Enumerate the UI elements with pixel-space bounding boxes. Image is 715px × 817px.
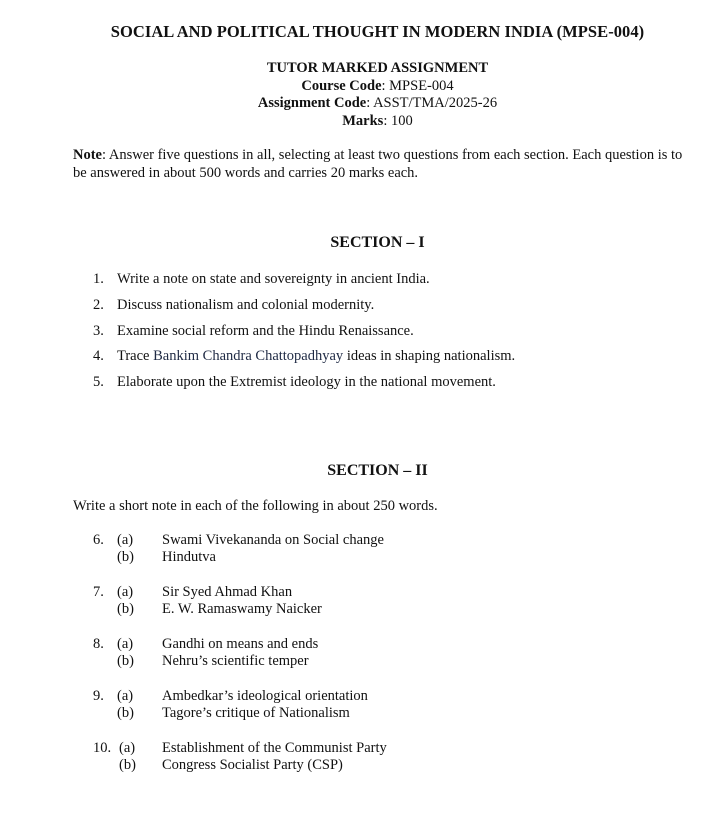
part-text: Congress Socialist Party (CSP): [162, 757, 343, 773]
part-label: (a): [117, 688, 134, 704]
question-text: [117, 347, 515, 373]
assignment-code-label: Assignment Code: [257, 95, 367, 111]
question-item: [93, 322, 515, 348]
question-number: 3.: [93, 322, 104, 339]
part-label: (b): [117, 653, 134, 669]
marks: [0, 113, 715, 131]
question-item: [93, 373, 515, 399]
section-1-questions: [93, 270, 515, 399]
part-label: (b): [117, 705, 134, 721]
question-item: [93, 296, 515, 322]
highlighted-name: Bankim Chandra Chattopadhyay: [153, 348, 344, 365]
short-question-8: [93, 636, 318, 670]
part-label: (a): [117, 532, 134, 548]
question-number: 4.: [93, 348, 104, 365]
note-text: : Answer five questions in all, selecting at least two questions from each section. Each question is to be answered in about 500 words and carries 20 marks each.: [73, 147, 683, 181]
part-text: Establishment of the Communist Party: [162, 740, 387, 756]
part-label: (a): [117, 584, 134, 600]
section-1-heading: SECTION – I: [330, 234, 425, 251]
part-label: (b): [117, 549, 134, 565]
question-text: Elaborate upon the Extremist ideology in the national movement.: [117, 374, 496, 391]
marks-value: : 100: [383, 113, 413, 129]
document-title: SOCIAL AND POLITICAL THOUGHT IN MODERN INDIA (MPSE-004): [110, 22, 645, 41]
part-text: Nehru’s scientific temper: [162, 653, 309, 669]
assignment-subtitle: [0, 60, 715, 78]
assignment-code-value: : ASST/TMA/2025-26: [366, 95, 498, 111]
section-2-instruction: Write a short note in each of the following in about 250 words.: [73, 498, 438, 514]
question-number: 6.: [93, 532, 104, 548]
part-text: Hindutva: [162, 549, 216, 565]
short-question-6: [93, 532, 384, 566]
question-number: 8.: [93, 636, 104, 652]
question-number: 9.: [93, 688, 104, 704]
short-question-9: [93, 688, 368, 722]
question-item: [93, 347, 515, 373]
question-number: 7.: [93, 584, 104, 600]
question-text: Examine social reform and the Hindu Renaissance.: [117, 322, 414, 339]
part-text: Swami Vivekananda on Social change: [162, 532, 384, 548]
part-label: (b): [119, 757, 136, 773]
course-code: [0, 78, 715, 96]
question-text: Discuss nationalism and colonial modernity.: [117, 296, 375, 313]
part-text: Gandhi on means and ends: [162, 636, 319, 652]
course-code-value: : MPSE-004: [381, 78, 454, 94]
note-label: Note: [73, 147, 102, 163]
short-question-7: [93, 584, 322, 618]
question-number: 5.: [93, 374, 104, 391]
question-text: Write a note on state and sovereignty in ancient India.: [117, 271, 430, 287]
note-paragraph: [73, 147, 693, 182]
part-text: Tagore’s critique of Nationalism: [162, 705, 350, 721]
question-item: [93, 270, 515, 296]
short-question-10: [93, 740, 387, 774]
marks-label: Marks: [342, 113, 384, 129]
subtitle-text: TUTOR MARKED ASSIGNMENT: [266, 60, 489, 76]
question-number: 10.: [93, 740, 112, 756]
question-number: 1.: [93, 271, 104, 287]
part-label: (b): [117, 601, 134, 617]
section-2-heading: SECTION – II: [327, 462, 428, 479]
part-text: Sir Syed Ahmad Khan: [162, 584, 293, 600]
question-text-post: ideas in shaping nationalism.: [343, 348, 516, 365]
question-number: 2.: [93, 296, 104, 313]
part-text: Ambedkar’s ideological orientation: [162, 688, 368, 704]
part-label: (a): [117, 636, 134, 652]
course-code-label: Course Code: [301, 78, 382, 94]
question-text-pre: Trace: [117, 348, 154, 365]
assignment-code: [0, 95, 715, 113]
part-label: (a): [119, 740, 136, 756]
part-text: E. W. Ramaswamy Naicker: [162, 601, 322, 617]
